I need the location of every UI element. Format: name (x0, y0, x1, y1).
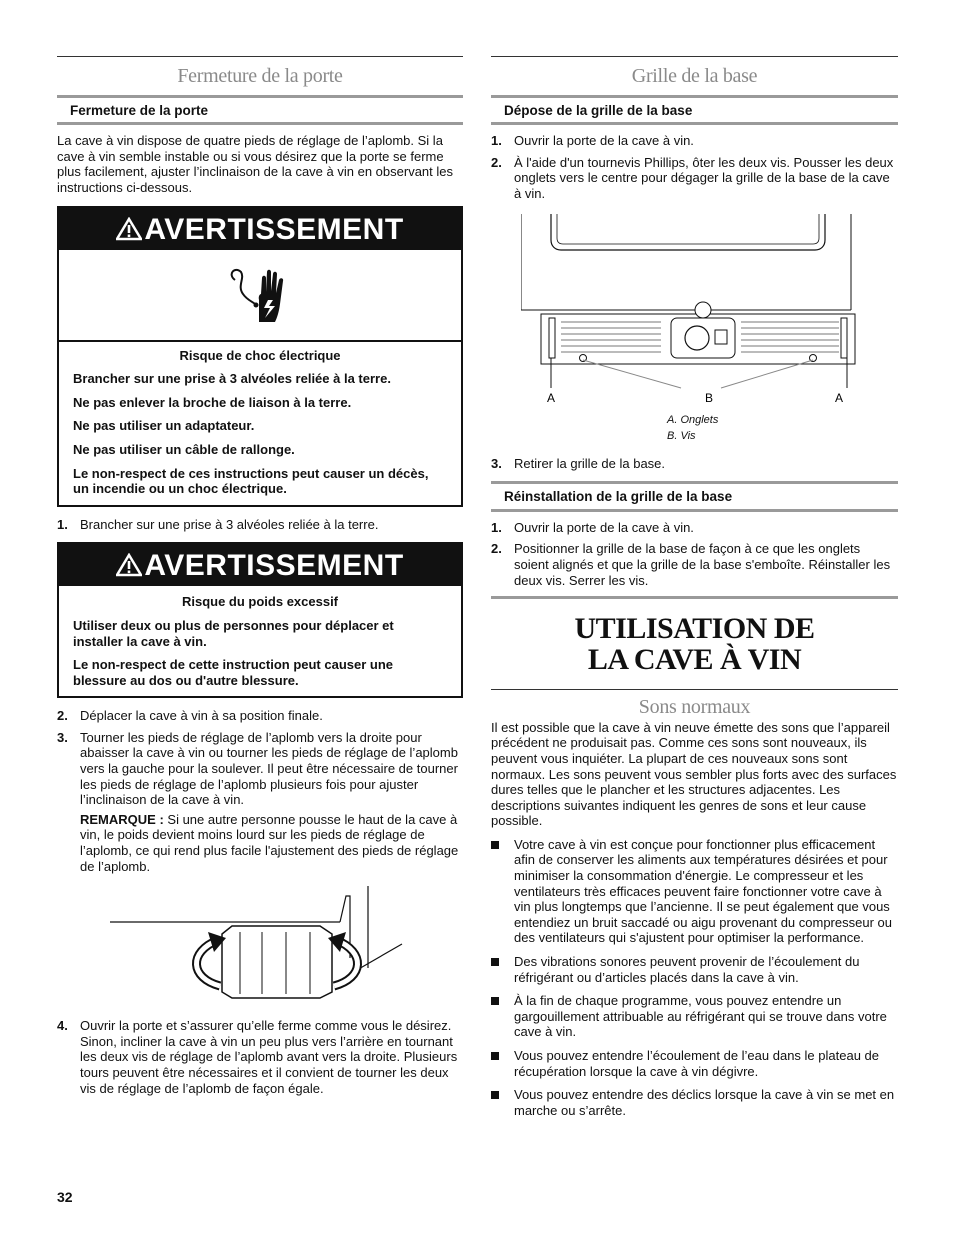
steps-list-b (57, 708, 463, 874)
steps-list-c (57, 1018, 463, 1096)
warning-body (59, 342, 461, 505)
warning-body (59, 586, 461, 696)
section-title-sounds: Sons normaux (638, 696, 751, 719)
warning-title: AVERTISSEMENT (144, 549, 404, 583)
chapter-title (491, 613, 898, 675)
warning-line: Ne pas enlever la broche de liaison à la terre. (73, 394, 352, 410)
note-text: Si une autre personne pousse le haut de la cave à vin, le poids devient moins lourd sur les pieds de réglage de l’aplomb, ce qui rend plus facile l'ajustement des pieds de réglage de l’aplomb. (80, 811, 459, 874)
step-text: Déplacer la cave à vin à sa position finale. (80, 708, 323, 724)
step-item (57, 517, 463, 533)
steps-remove (491, 133, 898, 201)
step-number: 2. (491, 541, 502, 557)
figure-caption (667, 412, 898, 444)
step-number: 3. (57, 729, 68, 745)
warning-line: Le non-respect de ces instructions peut causer un décès, un incendie ou un choc électrique. (73, 465, 429, 497)
page-number: 32 (57, 1189, 73, 1205)
step-item (491, 456, 898, 472)
warning-line: Ne pas utiliser un câble de rallonge. (73, 441, 295, 457)
section-title-grille: Grille de la base (631, 65, 758, 87)
caption-line: B. Vis (667, 429, 696, 442)
list-item (491, 1087, 898, 1118)
sounds-intro: Il est possible que la cave à vin neuve émette des sons que l’appareil précédent ne produisait pas. Comme ces sons sont nouveaux, ils peuvent vous inquiéter. La plupart de ces nouveaux sons sont normaux. Les sons peuvent vous sembler plus forts avec des surfaces dures telles que le plancher et les structures adjacentes. Les descriptions suivantes indiquent les genres de sons et leur cause possible. (491, 719, 897, 829)
step-number: 2. (491, 154, 502, 170)
step-number: 4. (57, 1018, 68, 1034)
warning-line: Utiliser deux ou plus de personnes pour déplacer et installer la cave à vin. (73, 617, 394, 649)
step-number: 2. (57, 708, 68, 724)
warning-line: Ne pas utiliser un adaptateur. (73, 418, 255, 434)
sounds-list (491, 837, 898, 1119)
list-item-text: Votre cave à vin est conçue pour fonctionner plus efficacement afin de conserver les aliments aux températures désirées et pour minimiser la consommation d'énergie. Le compresseur et les ventilateurs très efficaces peuvent faire fonctionner votre cave à vin plus longtemps que l’ancienne. Il se peut également que vous entendiez un bruit saccadé ou aigu provenant du compresseur ou des ventilateurs qui s'ajustent pour optimiser la performance. (514, 836, 892, 946)
step-item (57, 708, 463, 724)
list-item-text: Vous pouvez entendre des déclics lorsque la cave à vin se met en marche ou s’arrête. (514, 1087, 895, 1118)
steps-reinstall (491, 520, 898, 588)
step-text: Ouvrir la porte de la cave à vin. (514, 133, 694, 149)
list-item (491, 993, 898, 1040)
list-item (491, 954, 898, 985)
step-item (491, 133, 898, 149)
list-item-text: À la fin de chaque programme, vous pouvez entendre un gargouillement attribuable au réfrigérant qui se trouve dans votre cave à vin. (514, 993, 887, 1040)
steps-list-a (57, 517, 463, 533)
step-item (491, 541, 898, 588)
warning-header (59, 208, 461, 250)
step-text: Brancher sur une prise à 3 alvéoles reliée à la terre. (80, 516, 379, 532)
step-item (57, 730, 463, 874)
step-text: Tourner les pieds de réglage de l’aplomb vers la droite pour abaisser la cave à vin ou tourner les pieds de réglage de l’aplomb vers la gauche pour la soulever. Il peut être nécessaire de tourner les pieds de réglage de l’aplomb plusieurs fois pour ajuster l’inclinaison de la cave à vin. (80, 729, 458, 808)
list-item (491, 1048, 898, 1079)
subheading-door: Fermeture de la porte (57, 95, 463, 126)
note (80, 812, 463, 874)
caption-line: A. Onglets (667, 413, 719, 426)
step-item (491, 155, 898, 202)
step-item (491, 520, 898, 536)
list-item (491, 837, 898, 946)
bullet-square-icon (491, 841, 499, 849)
step-text: Ouvrir la porte et s’assurer qu’elle ferme comme vous le désirez. Sinon, incliner la cave à vin un peu plus vers l’arrière en tournant les deux vis de réglage de l’aplomb avant vers la droite. Plusieurs tours peuvent être nécessaires et il convient de tourner les deux vis de réglage de l’aplomb de façon égale. (80, 1018, 458, 1096)
step-text: À l'aide d'un tournevis Phillips, ôter les deux vis. Pousser les deux onglets vers le centre pour dégager la grille de la base de la cave à vin. (514, 154, 894, 201)
note-label: REMARQUE : (80, 811, 164, 827)
subheading-reinstall-grille: Réinstallation de la grille de la base (491, 481, 898, 512)
fig-label-a-right: A (835, 390, 844, 405)
steps-remove-b (491, 456, 898, 472)
warning-line: Le non-respect de cette instruction peut causer une blessure au dos ou d'autre blessure. (73, 657, 394, 688)
intro-paragraph: La cave à vin dispose de quatre pieds de réglage de l’aplomb. Si la cave à vin semble instable ou si vous désirez que la porte se ferme plus facilement, ajuster l’inclinaison de la cave à vin en observant les instructions ci-dessous. (57, 133, 453, 195)
fig-label-a-left: A (547, 390, 556, 405)
list-item-text: Vous pouvez entendre l’écoulement de l’eau dans le plateau de récupération lorsque la cave à vin dégivre. (514, 1048, 879, 1079)
warning-box-shock (57, 206, 463, 507)
step-text: Positionner la grille de la base de façon à ce que les onglets soient alignés et que la grille de la base s'emboîte. Réinstaller les deux vis. Serrer les vis. (514, 541, 891, 588)
section-title-door: Fermeture de la porte (177, 65, 343, 87)
chapter-title-line: LA CAVE À VIN (587, 643, 802, 677)
bullet-square-icon (491, 958, 499, 966)
left-column (57, 56, 463, 1104)
chapter-title-line: UTILISATION DE (574, 612, 815, 646)
step-text: Retirer la grille de la base. (514, 455, 666, 471)
step-text: Ouvrir la porte de la cave à vin. (514, 519, 694, 535)
step-number: 1. (491, 519, 502, 535)
shock-icon-box (59, 250, 461, 342)
step-number: 1. (491, 133, 502, 149)
bullet-square-icon (491, 1052, 499, 1060)
step-number: 3. (491, 455, 502, 471)
warning-risk: Risque du poids excessif (181, 594, 339, 610)
bullet-square-icon (491, 997, 499, 1005)
warning-risk: Risque de choc électrique (179, 347, 341, 363)
warning-box-weight (57, 542, 463, 698)
bullet-square-icon (491, 1091, 499, 1099)
chapter-title-box (491, 596, 898, 690)
step-item (57, 1018, 463, 1096)
warning-triangle-icon (116, 217, 142, 241)
leveling-leg-illustration (110, 882, 410, 1010)
subheading-remove-grille: Dépose de la grille de la base (491, 95, 898, 126)
warning-line: Brancher sur une prise à 3 alvéoles reliée à la terre. (73, 371, 391, 387)
warning-title: AVERTISSEMENT (144, 212, 404, 246)
fig-label-b: B (705, 390, 714, 405)
base-grille-illustration (521, 210, 881, 410)
list-item-text: Des vibrations sonores peuvent provenir de l’écoulement du réfrigérant ou d’articles placés dans la cave à vin. (514, 954, 860, 985)
electric-shock-hand-icon (225, 260, 295, 330)
right-column (491, 56, 898, 1126)
step-number: 1. (57, 516, 68, 532)
warning-header (59, 544, 461, 586)
warning-triangle-icon (116, 553, 142, 577)
